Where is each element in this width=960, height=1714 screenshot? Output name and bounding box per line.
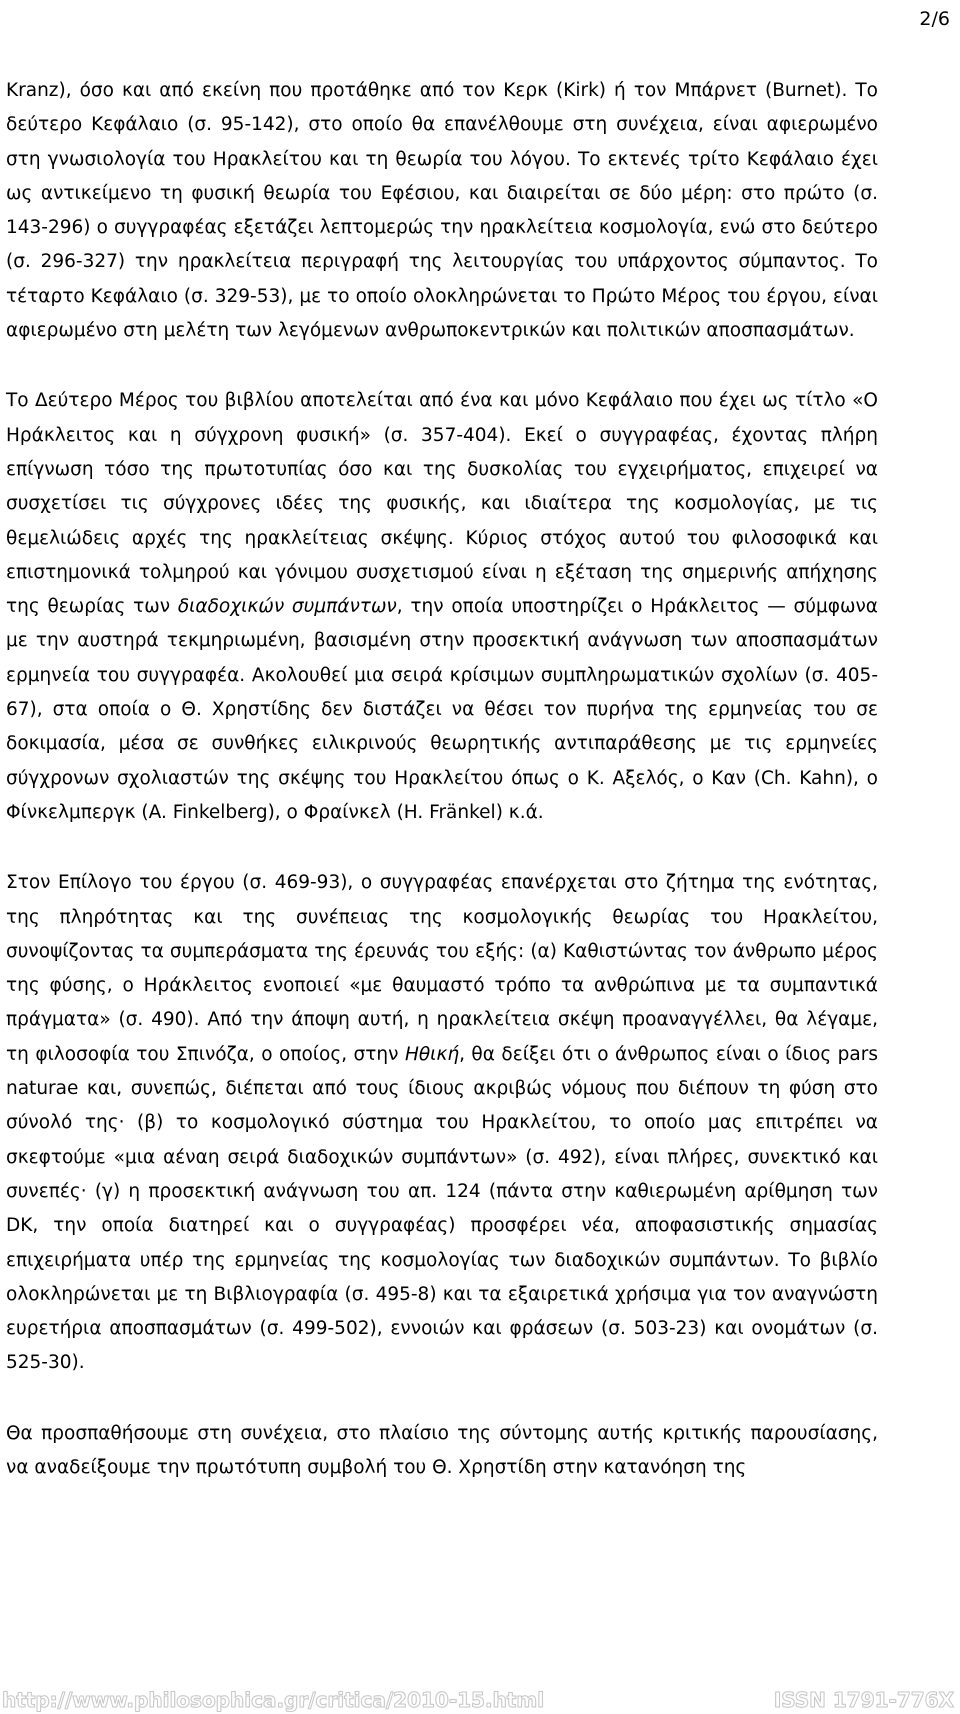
article-body <box>6 74 878 1485</box>
paragraph-text: Θα προσπαθήσουμε στη συνέχεια, στο πλαίσιο της σύντομης αυτής κριτικής παρουσίασης, να αναδείξουμε την πρωτότυπη συμβολή του Θ. Χρηστίδη στην κατανόηση της <box>6 1422 878 1478</box>
paragraph-text: , θα δείξει ότι ο άνθρωπος είναι ο ίδιος pars naturae και, συνεπώς, διέπεται από τους ίδιους ακριβώς νόμους που διέπουν τη φύση στο σύνολό της· (β) το κοσμολογικό σύστημα του Ηρακλείτου, το οποίο μας επιτρέπει να σκεφτούμε «μια αέναη σειρά διαδοχικών συμπάντων» (σ. 492), είναι πλήρες, συνεκτικό και συνεπές· (γ) η προσεκτική ανάγνωση του απ. 124 (πάντα στην καθιερωμένη αρίθμηση των DK, την οποία διατηρεί και ο συγγραφέας) προσφέρει νέα, αποφασιστικής σημασίας επιχειρήματα υπέρ της ερμηνείας της κοσμολογίας των διαδοχικών συμπάντων. Το βιβλίο ολοκληρώνεται με τη Βιβλιογραφία (σ. 495-8) και τα εξαιρετικά χρήσιμα για τον αναγνώστη ευρετήρια αποσπασμάτων (σ. 499-502), εννοιών και φράσεων (σ. 503-23) και ονομάτων (σ. 525-30). <box>6 1043 878 1374</box>
paragraph-2 <box>6 384 878 830</box>
page-number: 2/6 <box>919 8 950 30</box>
paragraph-text: , την οποία υποστηρίζει ο Ηράκλειτος — σύμφωνα με την αυστηρά τεκμηριωμένη, βασισμένη στην προσεκτική ανάγνωση των αποσπασμάτων ερμηνεία του συγγραφέα. Ακολουθεί μια σειρά κρίσιμων συμπληρωματικών σχολίων (σ. 405-67), στα οποία ο Θ. Χρηστίδης δεν διστάζει να θέσει τον πυρήνα της ερμηνείας του σε δοκιμασία, μέσα σε συνθήκες ειλικρινούς θεωρητικής αντιπαράθεσης με τις ερμηνείες σύγχρονων σχολιαστών της σκέψης του Ηρακλείτου όπως ο Κ. Αξελός, ο Καν (Ch. Kahn), ο Φίνκελμπεργκ (A. Finkelberg), ο Φραίνκελ (H. Fränkel) κ.ά. <box>6 596 878 823</box>
emphasis-text: διαδοχικών συμπάντων <box>177 596 397 618</box>
footer-issn: ISSN 1791-776X <box>773 1688 954 1712</box>
footer-url: http://www.philosophica.gr/critica/2010-15.html <box>2 1688 545 1712</box>
paragraph-3 <box>6 866 878 1380</box>
paragraph-1 <box>6 74 878 348</box>
emphasis-text: Ηθική <box>404 1043 460 1065</box>
paragraph-4 <box>6 1417 878 1486</box>
paragraph-text: Το Δεύτερο Μέρος του βιβλίου αποτελείται από ένα και μόνο Κεφάλαιο που έχει ως τίτλο «Ο Ηράκλειτος και η σύγχρονη φυσική» (σ. 357-404). Εκεί ο συγγραφέας, έχοντας πλήρη επίγνωση τόσο της πρωτοτυπίας όσο και της δυσκολίας του εγχειρήματος, επιχειρεί να συσχετίσει τις σύγχρονες ιδέες της φυσικής, και ιδιαίτερα της κοσμολογίας, με τις θεμελιώδεις αρχές της ηρακλείτειας σκέψης. Κύριος στόχος αυτού του φιλοσοφικά και επιστημονικά τολμηρού και γόνιμου συσχετισμού είναι η εξέταση της σημερινής απήχησης της θεωρίας των <box>6 390 878 618</box>
paragraph-text: Στον Επίλογο του έργου (σ. 469-93), ο συγγραφέας επανέρχεται στο ζήτημα της ενότητας, της πληρότητας και της συνέπειας της κοσμολογικής θεωρίας του Ηρακλείτου, συνοψίζοντας τα συμπεράσματα της έρευνάς του εξής: (α) Καθιστώντας τον άνθρωπο μέρος της φύσης, ο Ηράκλειτος ενοποιεί «με θαυμαστό τρόπο τα ανθρώπινα με τα συμπαντικά πράγματα» (σ. 490). Από την άποψη αυτή, η ηρακλείτεια σκέψη προαναγγέλλει, θα λέγαμε, τη φιλοσοφία του Σπινόζα, ο οποίος, στην <box>6 872 878 1065</box>
paragraph-text: Kranz), όσο και από εκείνη που προτάθηκε από τον Κερκ (Kirk) ή τον Μπάρνετ (Burnet). Το δεύτερο Κεφάλαιο (σ. 95-142), στο οποίο θα επανέλθουμε στη συνέχεια, είναι αφιερωμένο στη γνωσιολογία του Ηρακλείτου και τη θεωρία του λόγου. Το εκτενές τρίτο Κεφάλαιο έχει ως αντικείμενο τη φυσική θεωρία του Εφέσιου, και διαιρείται σε δύο μέρη: στο πρώτο (σ. 143-296) ο συγγραφέας εξετάζει λεπτομερώς την ηρακλείτεια κοσμολογία, ενώ στο δεύτερο (σ. 296-327) την ηρακλείτεια περιγραφή της λειτουργίας του υπάρχοντος σύμπαντος. Το τέταρτο Κεφάλαιο (σ. 329-53), με το οποίο ολοκληρώνεται το Πρώτο Μέρος του έργου, είναι αφιερωμένο στη μελέτη των λεγόμενων ανθρωποκεντρικών και πολιτικών αποσπασμάτων. <box>6 80 878 342</box>
page-footer <box>0 1686 960 1714</box>
